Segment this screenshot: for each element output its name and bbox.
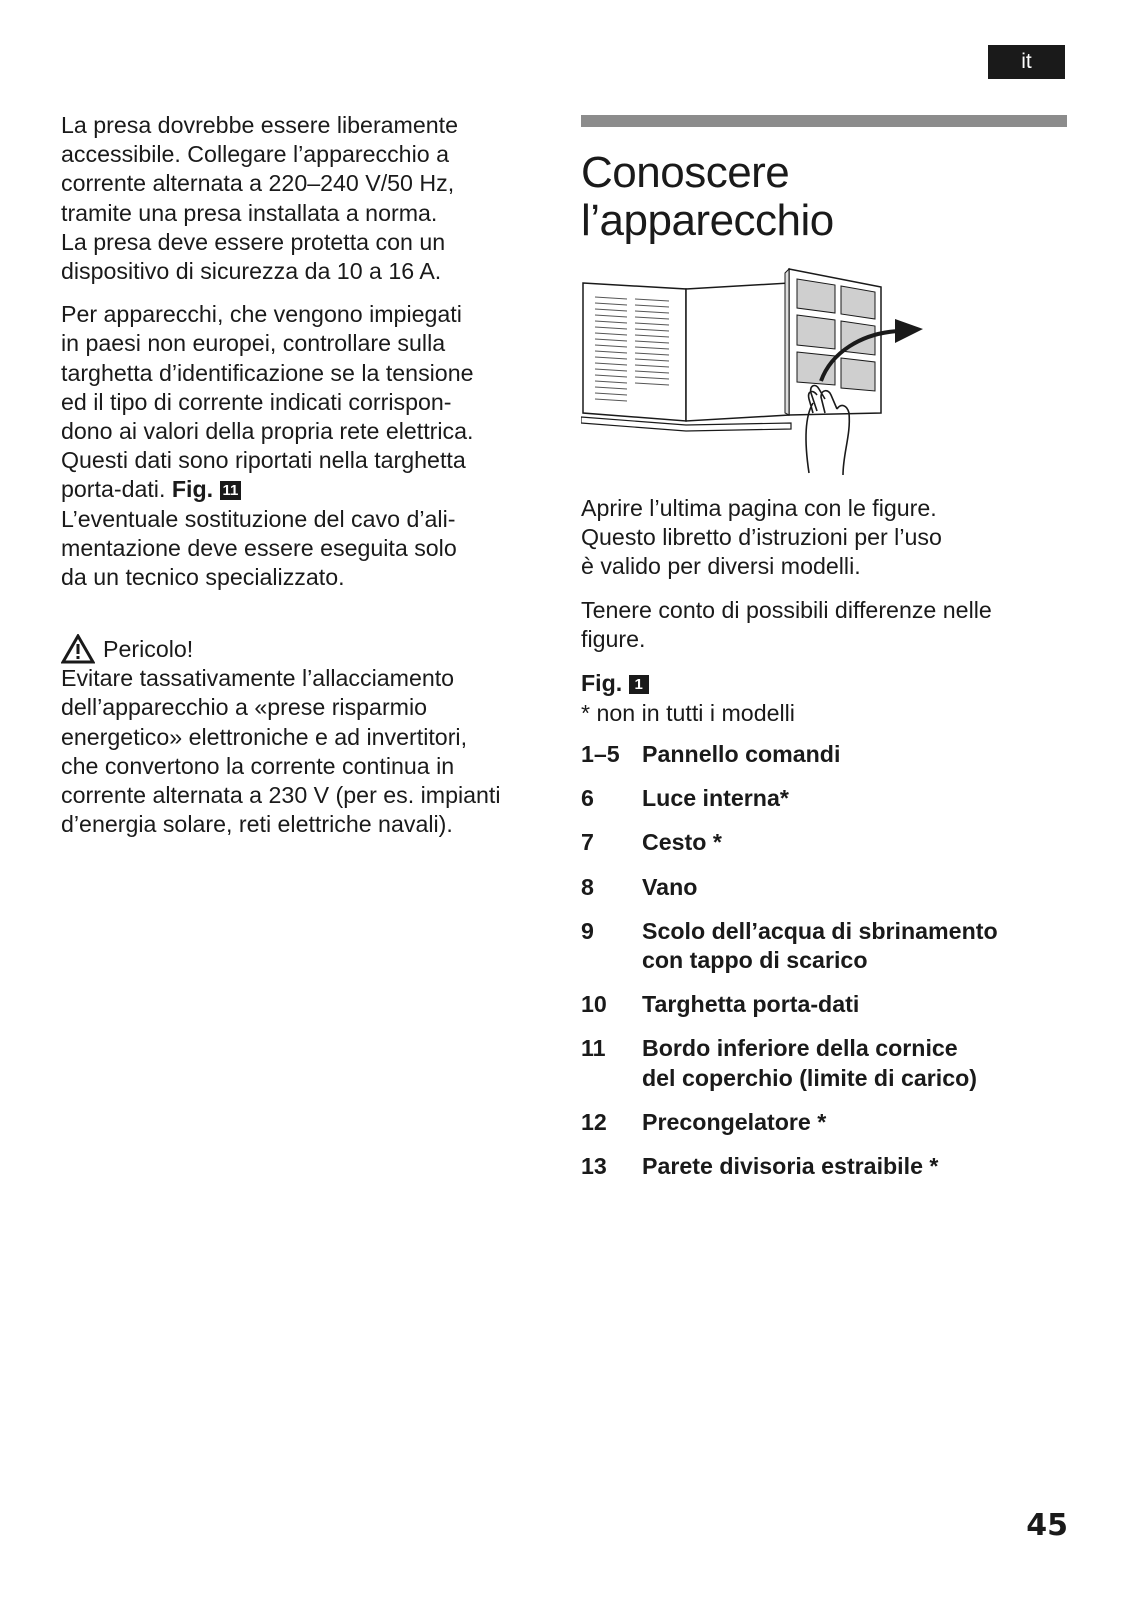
text-line: è valido per diversi modelli. [581, 553, 861, 580]
text-line: L’eventuale sostituzione del cavo d’ali- [61, 505, 456, 532]
non-eu-paragraph [61, 300, 561, 592]
text-line: Evitare tassativamente l’allacciamento [61, 665, 455, 692]
differences-note [581, 596, 1067, 654]
text-line: La presa dovrebbe essere liberamente [61, 112, 459, 138]
item-label-line: Bordo inferiore della cornice [642, 1035, 958, 1062]
text-line: tramite una presa installata a norma. [61, 199, 438, 226]
intro-paragraph [581, 494, 1067, 582]
fig-label: Fig. [171, 476, 214, 503]
list-item [581, 740, 1067, 769]
text-line: energetico» elettroniche e ad invertitori, [61, 723, 468, 750]
list-item [581, 917, 1067, 975]
section-heading [581, 149, 1067, 245]
item-number: 13 [581, 1153, 607, 1180]
right-column [581, 115, 1067, 1196]
fig-number-badge: 1 [629, 675, 649, 694]
item-number: 1–5 [581, 741, 620, 768]
text-line: dispositivo di sicurezza da 10 a 16 A. [61, 258, 442, 285]
text-line: dono ai valori della propria rete elettrica. [61, 418, 474, 445]
item-label [642, 917, 1067, 975]
language-tab: it [988, 45, 1065, 79]
item-label: Targhetta porta-dati [642, 991, 860, 1018]
danger-text [61, 664, 561, 839]
open-booklet-with-fold-out-figures-icon [581, 263, 941, 481]
text-line: targhetta d’identificazione se la tensione [61, 359, 474, 386]
text-line: accessibile. Collegare l’apparecchio a [61, 141, 449, 168]
text-fragment: porta-dati. [61, 476, 166, 503]
text-line: Per apparecchi, che vengono impiegati [61, 301, 462, 328]
item-label-line: del coperchio (limite di carico) [642, 1064, 978, 1091]
left-column [61, 111, 561, 839]
item-label: Parete divisoria estraibile * [642, 1153, 939, 1180]
text-line: ed il tipo di corrente indicati corrispon- [61, 388, 452, 415]
text-line: corrente alternata a 220–240 V/50 Hz, [61, 170, 455, 197]
footnote: * non in tutti i modelli [581, 700, 795, 727]
item-label: Luce interna* [642, 785, 789, 812]
heading-line: Conoscere [581, 148, 790, 197]
list-item [581, 1034, 1067, 1092]
fig-reference [581, 668, 1067, 698]
section-rule [581, 115, 1067, 127]
text-line: da un tecnico specializzato. [61, 564, 345, 591]
item-number: 10 [581, 991, 607, 1018]
text-line: Questo libretto d’istruzioni per l’uso [581, 524, 942, 551]
list-item [581, 1108, 1067, 1137]
danger-title: Pericolo! [103, 636, 194, 663]
item-number: 8 [581, 873, 594, 900]
item-label: Vano [642, 873, 698, 900]
text-line: che convertono la corrente continua in [61, 752, 455, 779]
text-line: figure. [581, 625, 646, 652]
list-item [581, 990, 1067, 1019]
warning-triangle-icon [61, 634, 95, 664]
text-line: mentazione deve essere eseguita solo [61, 534, 457, 561]
list-item [581, 1152, 1067, 1181]
page-number: 45 [1026, 1508, 1068, 1543]
item-label [642, 1034, 1067, 1092]
fig-number-badge: 11 [220, 481, 242, 500]
text-line: Questi dati sono riportati nella targhetta [61, 447, 466, 474]
item-number: 11 [581, 1035, 606, 1062]
text-line: dell’apparecchio a «prese risparmio [61, 694, 428, 721]
list-item [581, 828, 1067, 857]
item-number: 9 [581, 917, 594, 944]
fig-label: Fig. [581, 670, 623, 697]
item-label-line: con tappo di scarico [642, 947, 868, 974]
text-line: Tenere conto di possibili differenze nelle [581, 596, 992, 623]
item-label: Cesto * [642, 829, 722, 856]
item-number: 6 [581, 785, 594, 812]
text-line: Aprire l’ultima pagina con le figure. [581, 495, 937, 521]
text-line: La presa deve essere protetta con un [61, 228, 446, 255]
text-line: corrente alternata a 230 V (per es. impianti [61, 782, 501, 809]
text-line: in paesi non europei, controllare sulla [61, 330, 446, 357]
power-supply-paragraph [61, 111, 561, 286]
list-item [581, 873, 1067, 902]
fig-reference-line [61, 475, 561, 504]
heading-line: l’apparecchio [581, 196, 834, 245]
item-label-line: Scolo dell’acqua di sbrinamento [642, 917, 998, 944]
danger-heading [61, 634, 561, 664]
list-item [581, 784, 1067, 813]
text-line: d’energia solare, reti elettriche navali). [61, 811, 453, 838]
item-number: 12 [581, 1108, 607, 1135]
parts-list [581, 740, 1067, 1181]
item-number: 7 [581, 829, 594, 856]
item-label: Precongelatore * [642, 1108, 827, 1135]
item-label: Pannello comandi [642, 741, 841, 768]
